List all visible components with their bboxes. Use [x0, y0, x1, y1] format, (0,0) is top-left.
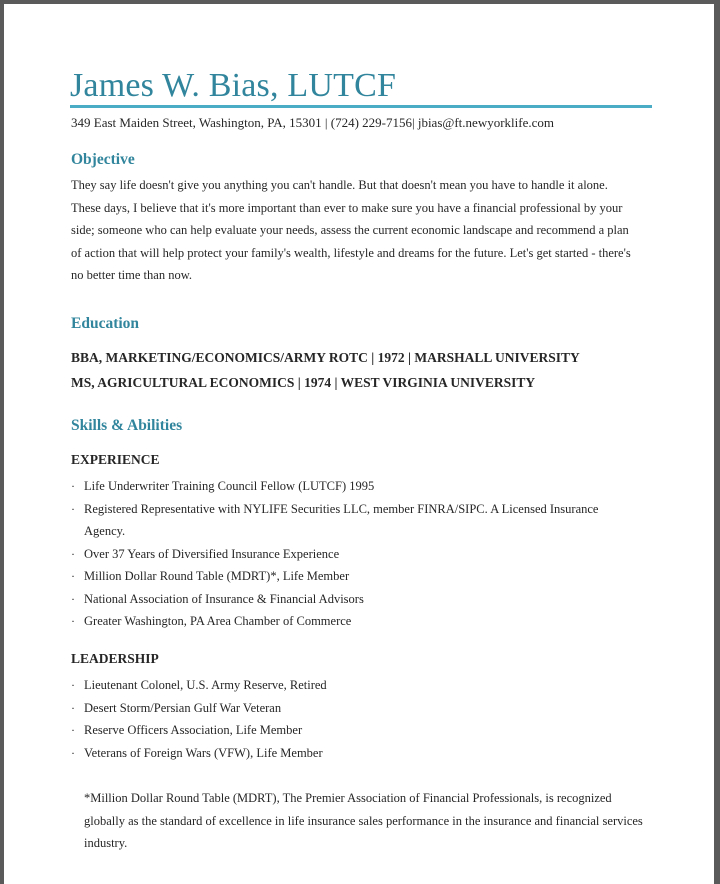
bullet-glyph: · [71, 614, 75, 628]
list-item-text: Lieutenant Colonel, U.S. Army Reserve, Retired [84, 678, 327, 692]
list-item [71, 565, 641, 588]
list-item [71, 697, 641, 720]
list-item [71, 543, 641, 566]
list-item-text: Reserve Officers Association, Life Member [84, 723, 303, 737]
objective-text: They say life doesn't give you anything you can't handle. But that doesn't mean you have to handle it alone. These days, I believe that it's more important than ever to make sure you have a financial professional by your side; someone who can help evaluate your needs, assess the current economic landscape and recommend a plan of action that will help protect your family's wealth, lifestyle and dreams for the future. Let's get started - there's no better time than now. [71, 178, 631, 282]
list-item [71, 498, 641, 543]
mdrt-footnote: *Million Dollar Round Table (MDRT), The Premier Association of Financial Professionals, is recognized globally as the standard of excellence in life insurance sales performance in the insurance and financial services industry. [84, 791, 643, 850]
list-item [71, 588, 641, 611]
list-item-text: National Association of Insurance & Financial Advisors [84, 591, 364, 606]
list-item [71, 719, 641, 742]
bullet-glyph: · [71, 591, 75, 606]
resume-name: James W. Bias, LUTCF [70, 67, 397, 104]
experience-list [71, 475, 641, 633]
list-item-text: Greater Washington, PA Area Chamber of Commerce [84, 614, 352, 628]
bullet-glyph: · [71, 745, 75, 760]
leadership-list [71, 674, 641, 764]
bullet-glyph: · [71, 569, 75, 583]
list-item [71, 742, 641, 765]
bullet-glyph: · [71, 678, 75, 692]
list-item-text: Desert Storm/Persian Gulf War Veteran [84, 700, 282, 715]
list-item-text: Life Underwriter Training Council Fellow (LUTCF) 1995 [84, 479, 375, 493]
bullet-glyph: · [71, 723, 75, 737]
list-item [71, 610, 641, 633]
list-item [71, 475, 641, 498]
education-entry: MS, AGRICULTURAL ECONOMICS | 1974 | WEST VIRGINIA UNIVERSITY [71, 375, 536, 390]
education-entry: BBA, MARKETING/ECONOMICS/ARMY ROTC | 1972 | MARSHALL UNIVERSITY [71, 350, 580, 365]
objective-heading: Objective [71, 151, 135, 168]
list-item-text: Million Dollar Round Table (MDRT)*, Life Member [84, 569, 350, 583]
leadership-subheading: LEADERSHIP [71, 651, 159, 666]
education-heading: Education [71, 315, 140, 332]
list-item-text: Registered Representative with NYLIFE Securities LLC, member FINRA/SIPC. A Licensed Insurance Agency. [84, 501, 599, 538]
bullet-glyph: · [71, 700, 75, 715]
contact-info: 349 East Maiden Street, Washington, PA, 15301 | (724) 229-7156| jbias@ft.newyorklife.com [71, 115, 554, 130]
experience-subheading: EXPERIENCE [71, 452, 160, 467]
bullet-glyph: · [71, 479, 75, 493]
resume-page [4, 4, 714, 884]
list-item [71, 674, 641, 697]
list-item-text: Veterans of Foreign Wars (VFW), Life Member [84, 745, 323, 760]
bullet-glyph: · [71, 501, 75, 516]
list-item-text: Over 37 Years of Diversified Insurance Experience [84, 546, 340, 561]
name-underline [70, 105, 652, 108]
bullet-glyph: · [71, 546, 75, 561]
skills-heading: Skills & Abilities [71, 417, 183, 434]
